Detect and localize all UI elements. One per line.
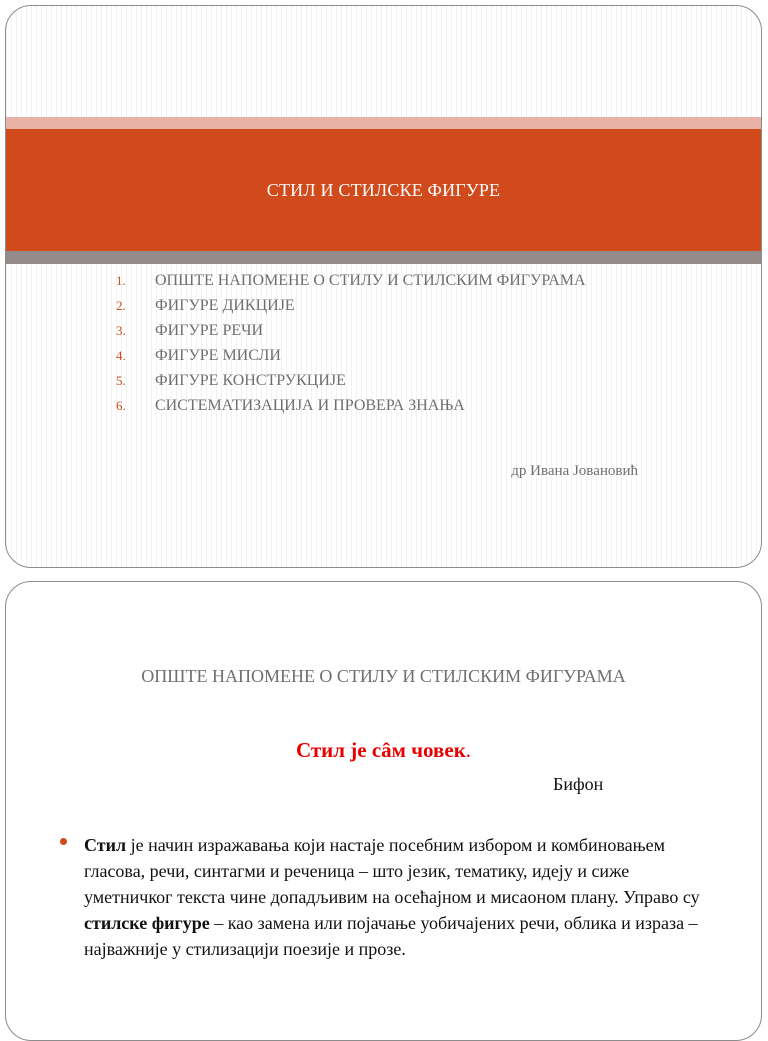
toc-item-number: 2. — [116, 298, 126, 313]
toc-item — [116, 297, 636, 314]
toc-item — [116, 272, 636, 289]
slide-1-title: СТИЛ И СТИЛСКЕ ФИГУРЕ — [266, 179, 501, 200]
title-band-top-stripe — [6, 117, 761, 129]
toc-item — [116, 397, 636, 414]
toc-item — [116, 372, 636, 389]
author-name: др Ивана Јовановић — [511, 463, 638, 479]
quote-punctuation: . — [465, 738, 472, 762]
toc-item — [116, 347, 636, 364]
toc-item-number: 1. — [116, 273, 126, 288]
paragraph-text: је начин изражавања који настаје посебним избором и комбиновањем гласова, речи, синтагми и реченица – што језик, тематику, идеју и сиже уметничког текста чине допадљивим на осећајном и мисаоном плану. Управо су — [84, 835, 700, 907]
toc-item-text: СИСТЕМАТИЗАЦИЈА И ПРОВЕРА ЗНАЊА — [155, 397, 465, 414]
toc-item-number: 5. — [116, 373, 126, 388]
slide-1 — [5, 5, 762, 568]
list-item — [84, 832, 704, 962]
bullet-dot-icon — [60, 838, 67, 845]
slide-2 — [5, 581, 762, 1041]
paragraph-text: – као замена или појачање уобичајених речи, облика и израза – најважније у стилизацији поезије и прозе. — [84, 913, 698, 959]
paragraph — [84, 832, 704, 962]
bullet-list — [84, 832, 704, 962]
toc-item-text: ФИГУРЕ МИСЛИ — [155, 347, 281, 364]
quote-author: Бифон — [553, 774, 604, 794]
title-band-bottom-stripe — [6, 251, 761, 264]
toc-item-text: ФИГУРЕ РЕЧИ — [155, 322, 264, 339]
slide-2-title: ОПШТЕ НАПОМЕНЕ О СТИЛУ И СТИЛСКИМ ФИГУРАМА — [141, 666, 626, 686]
toc-item-text: ОПШТЕ НАПОМЕНЕ О СТИЛУ И СТИЛСКИМ ФИГУРАМА — [155, 272, 586, 289]
toc-item — [116, 322, 636, 339]
toc-item-text: ФИГУРЕ ДИКЦИЈЕ — [155, 297, 295, 314]
toc-item-number: 6. — [116, 398, 126, 413]
term-bold: Стил — [84, 835, 127, 855]
title-band — [6, 129, 761, 251]
toc-item-number: 3. — [116, 323, 126, 338]
table-of-contents — [116, 272, 636, 422]
toc-item-number: 4. — [116, 348, 126, 363]
quote-text: Стил је сâм човек — [295, 738, 466, 762]
quote — [6, 738, 761, 763]
toc-item-text: ФИГУРЕ КОНСТРУКЦИЈЕ — [155, 372, 346, 389]
term-bold: стилске фигуре — [84, 913, 210, 933]
